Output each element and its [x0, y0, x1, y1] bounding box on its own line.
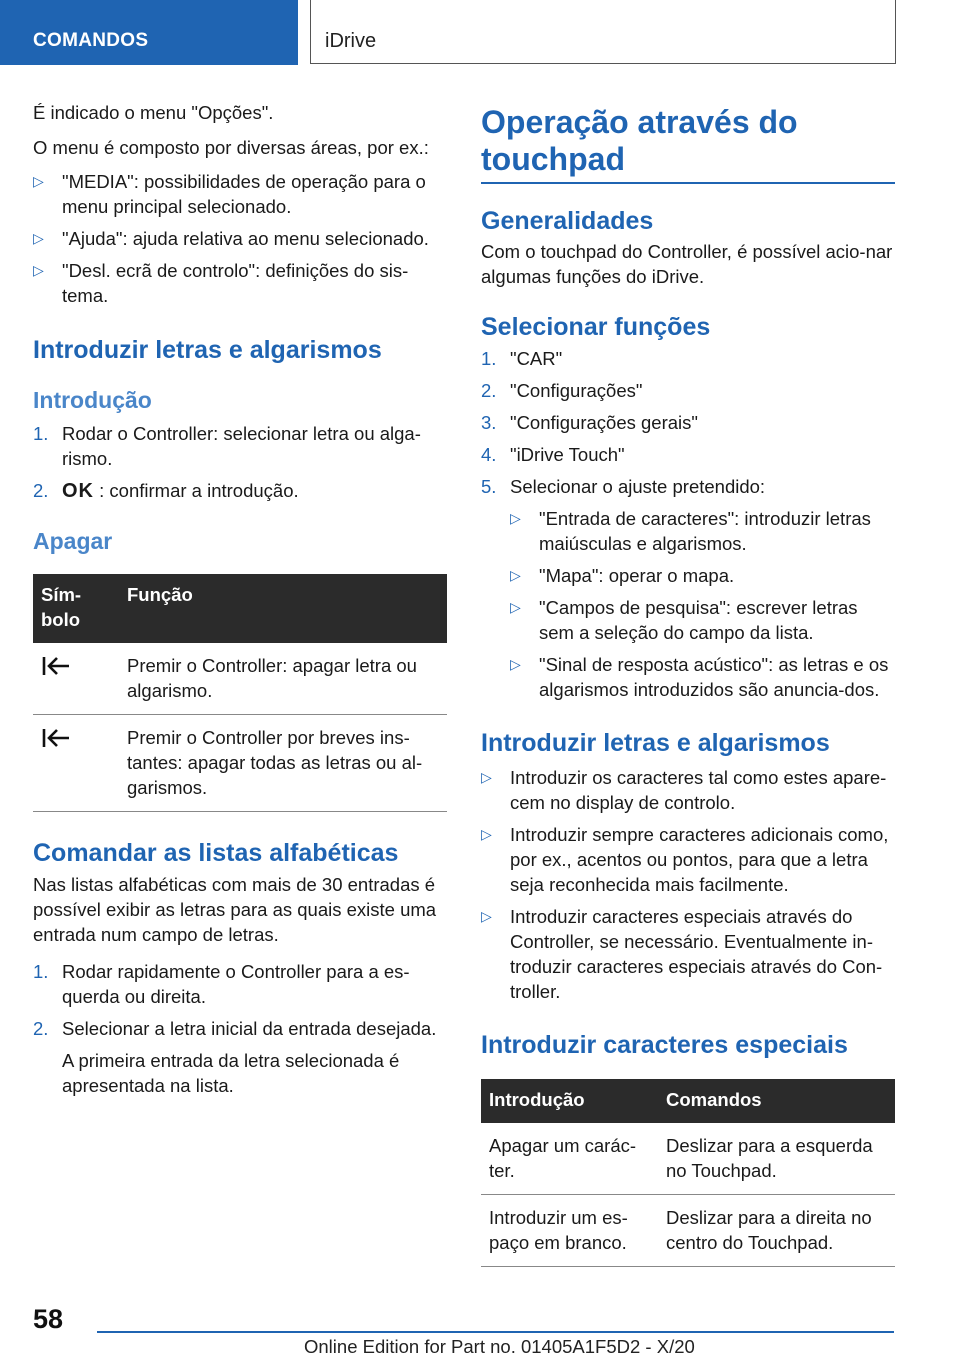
footer-edition: Online Edition for Part no. 01405A1F5D2 - X/20 [304, 1336, 695, 1357]
triangle-bullet-icon: ▷ [510, 598, 521, 615]
section-label: COMANDOS [33, 30, 149, 51]
heading-generalidades: Generalidades [481, 206, 654, 235]
list-item: ▷ "Ajuda": ajuda relativa ao menu selecionado. [33, 228, 429, 249]
table-cell: Premir o Controller: apagar letra ou algarismo. [119, 643, 447, 715]
list-item: ▷ Introduzir caracteres especiais através do Controller, se necessário. Eventualmente in-troduzir caracteres especiais através do Con-troller. [481, 905, 883, 1002]
triangle-bullet-icon: ▷ [510, 509, 521, 526]
list-item: ▷ "Entrada de caracteres": introduzir letras maiúsculas e algarismos. [510, 507, 871, 554]
intro-text-1: É indicado o menu "Opções". [33, 102, 274, 123]
list-item: 5. Selecionar o ajuste pretendido: [481, 475, 766, 497]
table-header: Função [119, 574, 447, 643]
table-row [33, 643, 447, 715]
right-column [481, 104, 895, 1267]
table-row [481, 1194, 895, 1266]
table-cell: Premir o Controller por breves ins-tantes: apagar todas as letras ou al-garismos. [119, 715, 447, 812]
footer-rule [97, 1331, 894, 1333]
triangle-bullet-icon: ▷ [481, 825, 492, 842]
generalidades-text: Com o touchpad do Controller, é possível acio-nar algumas funções do iDrive. [481, 240, 893, 287]
table-row [481, 1123, 895, 1195]
listas-text: Nas listas alfabéticas com mais de 30 entradas é possível exibir as letras para as quais existe uma entrada num campo de letras. [33, 874, 437, 945]
intro-text-2: O menu é composto por diversas áreas, por ex.: [33, 137, 429, 158]
list-item: ▷ "Mapa": operar o mapa. [510, 564, 735, 586]
ok-icon: OK [62, 480, 94, 502]
heading-listas: Comandar as listas alfabéticas [33, 839, 399, 867]
listas-steps [33, 959, 447, 1041]
list-item: 1. "CAR" [481, 347, 563, 369]
list-item: ▷ Introduzir os caracteres tal como estes apare-cem no display de controlo. [481, 766, 887, 813]
heading-especiais: Introduzir caracteres especiais [481, 1030, 848, 1059]
especiais-table [481, 1079, 895, 1267]
list-item: 2. "Configurações" [481, 379, 643, 401]
triangle-bullet-icon: ▷ [510, 655, 521, 672]
heading-selecionar: Selecionar funções [481, 312, 711, 341]
table-header: Comandos [658, 1079, 895, 1123]
list-item: ▷ "Sinal de resposta acústico": as letras e os algarismos introduzidos são anuncia-dos. [510, 653, 889, 700]
table-cell: Introduzir um es-paço em branco. [481, 1194, 658, 1266]
triangle-bullet-icon: ▷ [481, 907, 492, 924]
table-row [33, 715, 447, 812]
list-item: ▷ "Campos de pesquisa": escrever letras sem a seleção do campo da lista. [510, 596, 858, 643]
list-item: ▷ Introduzir sempre caracteres adicionais como, por ex., acentos ou pontos, para que a letra seja reconhecida mais facilmente. [481, 823, 889, 895]
delete-back-icon [41, 656, 71, 676]
selecionar-steps [481, 346, 895, 499]
list-item: ▷ "Desl. ecrã de controlo": definições do sis-tema. [33, 260, 409, 306]
triangle-bullet-icon: ▷ [481, 768, 492, 785]
intro-steps [33, 421, 447, 504]
heading-rule [481, 182, 895, 184]
page-number: 58 [33, 1304, 64, 1334]
triangle-bullet-icon: ▷ [33, 173, 44, 189]
list-item: 1. Rodar o Controller: selecionar letra ou alga-rismo. [33, 423, 421, 469]
table-cell: Deslizar para a esquerda no Touchpad. [658, 1123, 895, 1195]
heading-touchpad: Operação através do touchpad [481, 104, 798, 177]
list-item: 1. Rodar rapidamente o Controller para a es-querda ou direita. [33, 961, 410, 1007]
heading-introducao: Introdução [33, 387, 152, 413]
options-list [33, 169, 447, 308]
heading-introduzir-letras-right: Introduzir letras e algarismos [481, 728, 830, 757]
header-title: iDrive [325, 30, 377, 52]
delete-back-icon [41, 728, 71, 748]
ajustes-list [481, 506, 895, 702]
letras-list [481, 765, 895, 1004]
list-item: 2. OK : confirmar a introdução. [33, 480, 299, 502]
apagar-table [33, 574, 447, 812]
heading-apagar: Apagar [33, 528, 113, 554]
header-title-box [310, 0, 896, 64]
list-item: 3. "Configurações gerais" [481, 411, 698, 433]
table-header: Introdução [481, 1079, 658, 1123]
left-column [33, 100, 447, 1098]
table-cell: Apagar um carác-ter. [481, 1123, 658, 1195]
triangle-bullet-icon: ▷ [33, 230, 44, 246]
triangle-bullet-icon: ▷ [33, 262, 44, 278]
list-item: ▷ "MEDIA": possibilidades de operação para o menu principal selecionado. [33, 171, 426, 217]
list-item: 2. Selecionar a letra inicial da entrada desejada. [33, 1018, 437, 1039]
table-cell: Deslizar para a direita no centro do Touchpad. [658, 1194, 895, 1266]
heading-introduzir-letras: Introduzir letras e algarismos [33, 336, 382, 364]
listas-note: A primeira entrada da letra selecionada é apresentada na lista. [62, 1050, 400, 1096]
list-item: 4. "iDrive Touch" [481, 443, 625, 465]
triangle-bullet-icon: ▷ [510, 566, 521, 583]
table-header: Sím-bolo [33, 574, 119, 643]
section-tab [0, 0, 298, 65]
